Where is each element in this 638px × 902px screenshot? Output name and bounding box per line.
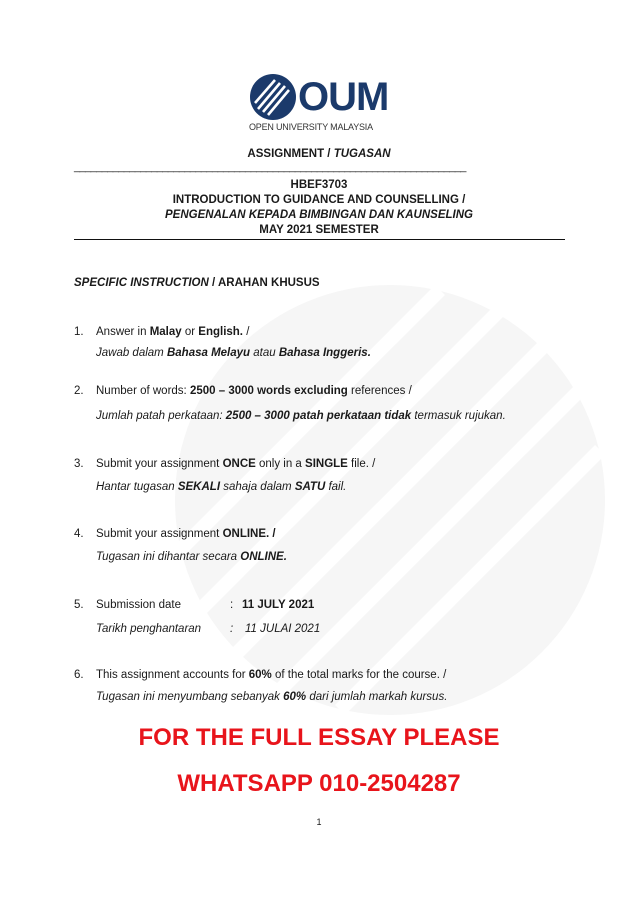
item-number: 2. xyxy=(74,385,84,397)
instruction-heading: SPECIFIC INSTRUCTION / ARAHAN KHUSUS xyxy=(74,277,320,289)
tarikh-label: Tarikh penghantaran xyxy=(96,623,202,635)
item-number: 6. xyxy=(74,669,84,681)
item-number: 3. xyxy=(74,458,84,470)
item-4-ms: Tugasan ini dihantar secara ONLINE. xyxy=(96,551,287,563)
tarikh-colon: : xyxy=(230,623,234,635)
item-number: 5. xyxy=(74,599,84,611)
item-6-ms: Tugasan ini menyumbang sebanyak 60% dari jumlah markah kursus. xyxy=(96,691,448,703)
header-divider xyxy=(74,239,565,240)
item-1-en: Answer in Malay or English. / xyxy=(96,326,250,338)
item-number: 4. xyxy=(74,528,84,540)
oum-logo-icon xyxy=(249,73,297,121)
item-2-ms: Jumlah patah perkataan: 2500 – 3000 patah perkataan tidak termasuk rujukan. xyxy=(96,410,506,422)
item-4-en: Submit your assignment ONLINE. / xyxy=(96,528,276,540)
item-2-en: Number of words: 2500 – 3000 words excluding references / xyxy=(96,385,412,397)
assignment-title: ASSIGNMENT / TUGASAN xyxy=(247,148,391,160)
item-3-ms: Hantar tugasan SEKALI sahaja dalam SATU fail. xyxy=(96,481,347,493)
page-number: 1 xyxy=(316,817,322,827)
semester: MAY 2021 SEMESTER xyxy=(259,224,379,236)
item-1-ms: Jawab dalam Bahasa Melayu atau Bahasa Inggeris. xyxy=(96,347,371,359)
logo-wordmark: OUM xyxy=(298,75,389,119)
underscore-line: _______________________________________________________________________ xyxy=(74,161,466,173)
logo-subtitle: OPEN UNIVERSITY MALAYSIA xyxy=(249,122,373,132)
course-title-ms: PENGENALAN KEPADA BIMBINGAN DAN KAUNSELING xyxy=(165,209,473,221)
item-6-en: This assignment accounts for 60% of the total marks for the course. / xyxy=(96,669,447,681)
course-title-en: INTRODUCTION TO GUIDANCE AND COUNSELLING / xyxy=(172,194,466,206)
promo-line-1: FOR THE FULL ESSAY PLEASE xyxy=(138,724,500,751)
submission-date-value: 11 JULY 2021 xyxy=(242,599,315,611)
promo-line-2: WHATSAPP 010-2504287 xyxy=(177,770,461,797)
submission-date-label: Submission date xyxy=(96,599,182,611)
item-3-en: Submit your assignment ONCE only in a SINGLE file. / xyxy=(96,458,376,470)
course-code: HBEF3703 xyxy=(290,179,348,191)
item-number: 1. xyxy=(74,326,84,338)
submission-date-colon: : xyxy=(230,599,234,611)
tarikh-value: 11 JULAI 2021 xyxy=(245,623,321,635)
